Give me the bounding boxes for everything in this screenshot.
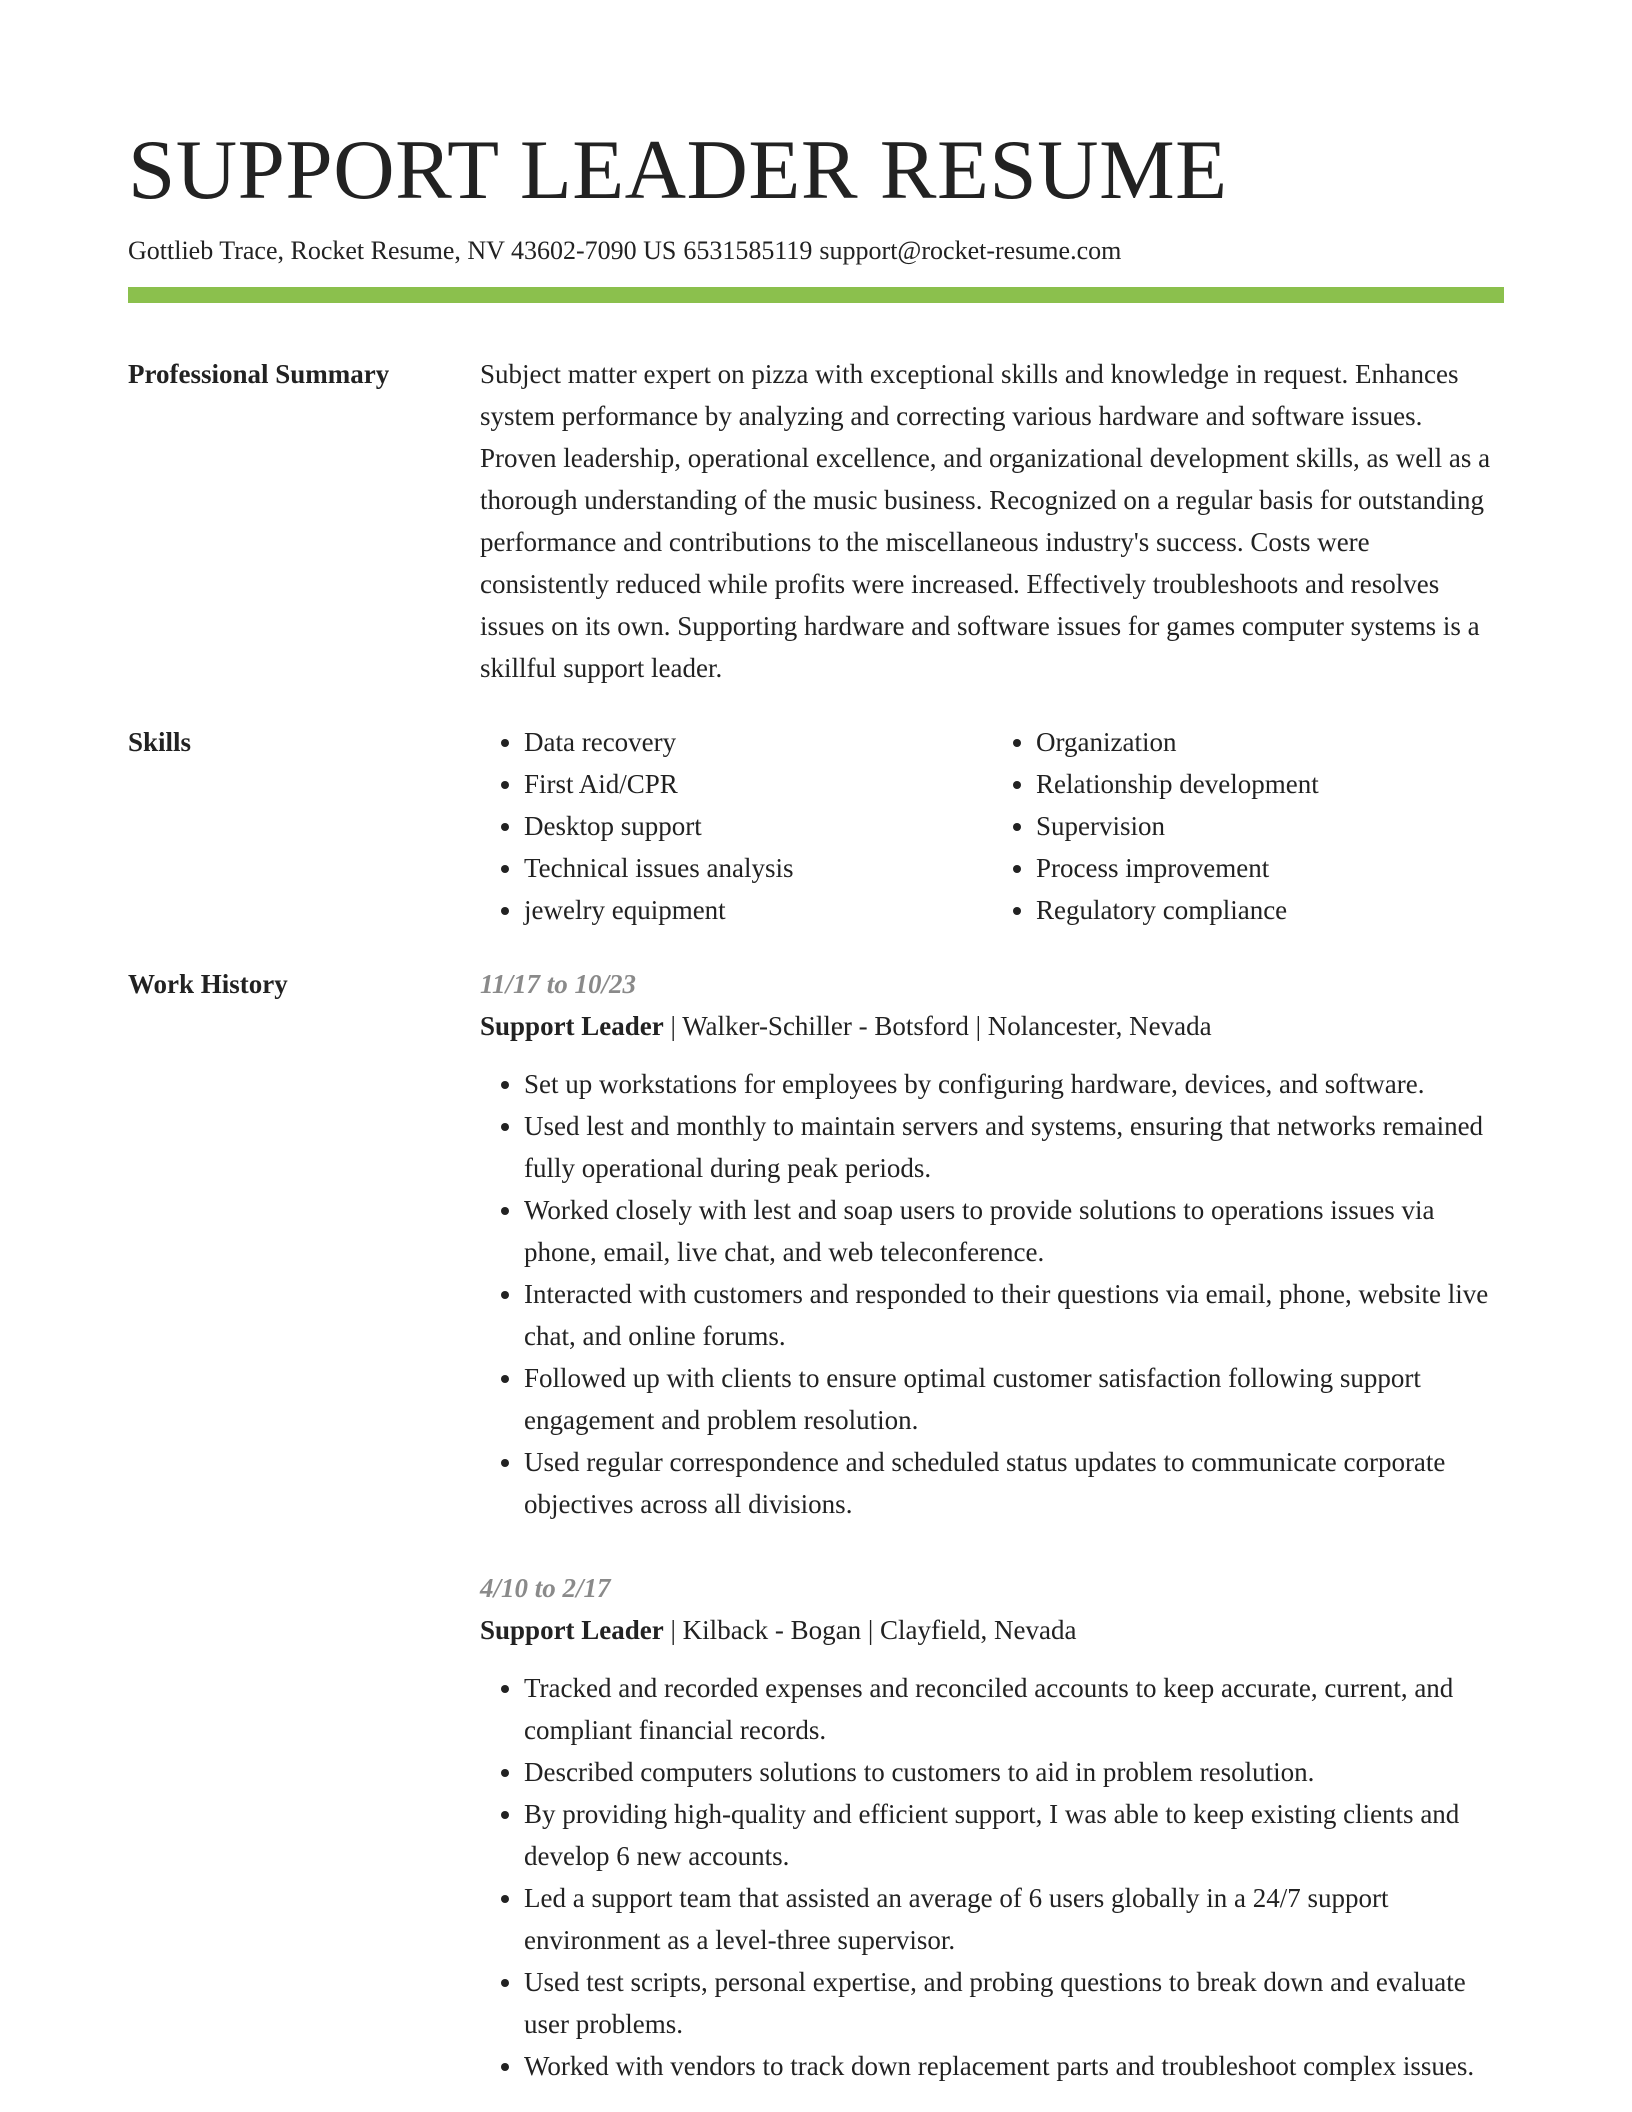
skill-item: • jewelry equipment xyxy=(524,889,992,931)
job-bullet: • Tracked and recorded expenses and reconciled accounts to keep accurate, current, and compliant financial records. xyxy=(524,1667,1504,1751)
accent-divider xyxy=(128,287,1504,303)
job-bullet: • Used lest and monthly to maintain servers and systems, ensuring that networks remained fully operational during peak periods. xyxy=(524,1105,1504,1189)
job-title: Support Leader xyxy=(480,1615,664,1645)
summary-heading: Professional Summary xyxy=(128,359,390,389)
resume-title: SUPPORT LEADER RESUME xyxy=(128,123,1228,217)
job-title: Support Leader xyxy=(480,1011,664,1041)
skills-section xyxy=(128,721,1504,931)
skills-heading: Skills xyxy=(128,727,192,757)
summary-text: Subject matter expert on pizza with exceptional skills and knowledge in request. Enhances system performance by analyzing and correcting various hardware and software issues. Proven leadership, operational excellence, and organizational development skills, as well as a thorough understanding of the music business. Recognized on a regular basis for outstanding performance and contributions to the miscellaneous industry's success. Costs were consistently reduced while profits were increased. Effectively troubleshoots and resolves issues on its own. Supporting hardware and software issues for games computer systems is a skillful support leader. xyxy=(480,359,1491,683)
job-bullet: • Followed up with clients to ensure optimal customer satisfaction following support engagement and problem resolution. xyxy=(524,1357,1504,1441)
skill-item: • Process improvement xyxy=(1036,847,1504,889)
skills-grid xyxy=(480,721,1504,931)
skills-column-left xyxy=(480,721,992,931)
job-bullet: • Interacted with customers and responded to their questions via email, phone, website live chat, and online forums. xyxy=(524,1273,1504,1357)
job-dates: 4/10 to 2/17 xyxy=(480,1573,611,1603)
contact-line xyxy=(128,233,1504,269)
job-title-line xyxy=(480,1609,1504,1651)
job-bullet: • Set up workstations for employees by configuring hardware, devices, and software. xyxy=(524,1063,1504,1105)
job-bullet: • Described computers solutions to customers to aid in problem resolution. xyxy=(524,1751,1504,1793)
job-entry xyxy=(480,1567,1504,2087)
skills-column-right xyxy=(992,721,1504,931)
work-history-section xyxy=(128,963,1504,2087)
contact-address: Gottlieb Trace, Rocket Resume, NV 43602-7090 US xyxy=(128,236,677,265)
skill-item: • Relationship development xyxy=(1036,763,1504,805)
work-history-heading: Work History xyxy=(128,969,288,999)
job-bullets xyxy=(480,1667,1504,2087)
skill-item: • Organization xyxy=(1036,721,1504,763)
skill-item: • Regulatory compliance xyxy=(1036,889,1504,931)
summary-section xyxy=(128,353,1504,689)
job-bullet: • Worked closely with lest and soap users to provide solutions to operations issues via phone, email, live chat, and web teleconference. xyxy=(524,1189,1504,1273)
job-bullet: • By providing high-quality and efficient support, I was able to keep existing clients and develop 6 new accounts. xyxy=(524,1793,1504,1877)
skill-item: • Desktop support xyxy=(524,805,992,847)
job-bullet: • Used regular correspondence and scheduled status updates to communicate corporate objectives across all divisions. xyxy=(524,1441,1504,1525)
job-details: | Walker-Schiller - Botsford | Nolancester, Nevada xyxy=(663,1011,1212,1041)
contact-email: support@rocket-resume.com xyxy=(819,236,1122,265)
skill-item: • Technical issues analysis xyxy=(524,847,992,889)
skill-item: • First Aid/CPR xyxy=(524,763,992,805)
skills-body xyxy=(480,721,1504,931)
work-history-body xyxy=(480,963,1504,2087)
job-bullet: • Used test scripts, personal expertise, and probing questions to break down and evaluate user problems. xyxy=(524,1961,1504,2045)
summary-body xyxy=(480,353,1504,689)
job-bullet: • Led a support team that assisted an average of 6 users globally in a 24/7 support environment as a level-three supervisor. xyxy=(524,1877,1504,1961)
skill-item: • Supervision xyxy=(1036,805,1504,847)
job-details: | Kilback - Bogan | Clayfield, Nevada xyxy=(663,1615,1077,1645)
contact-phone: 6531585119 xyxy=(683,236,813,265)
skill-item: • Data recovery xyxy=(524,721,992,763)
job-bullets xyxy=(480,1063,1504,1525)
job-bullet: • Worked with vendors to track down replacement parts and troubleshoot complex issues. xyxy=(524,2045,1504,2087)
job-dates: 11/17 to 10/23 xyxy=(480,969,637,999)
job-entry xyxy=(480,963,1504,1525)
job-title-line xyxy=(480,1005,1504,1047)
